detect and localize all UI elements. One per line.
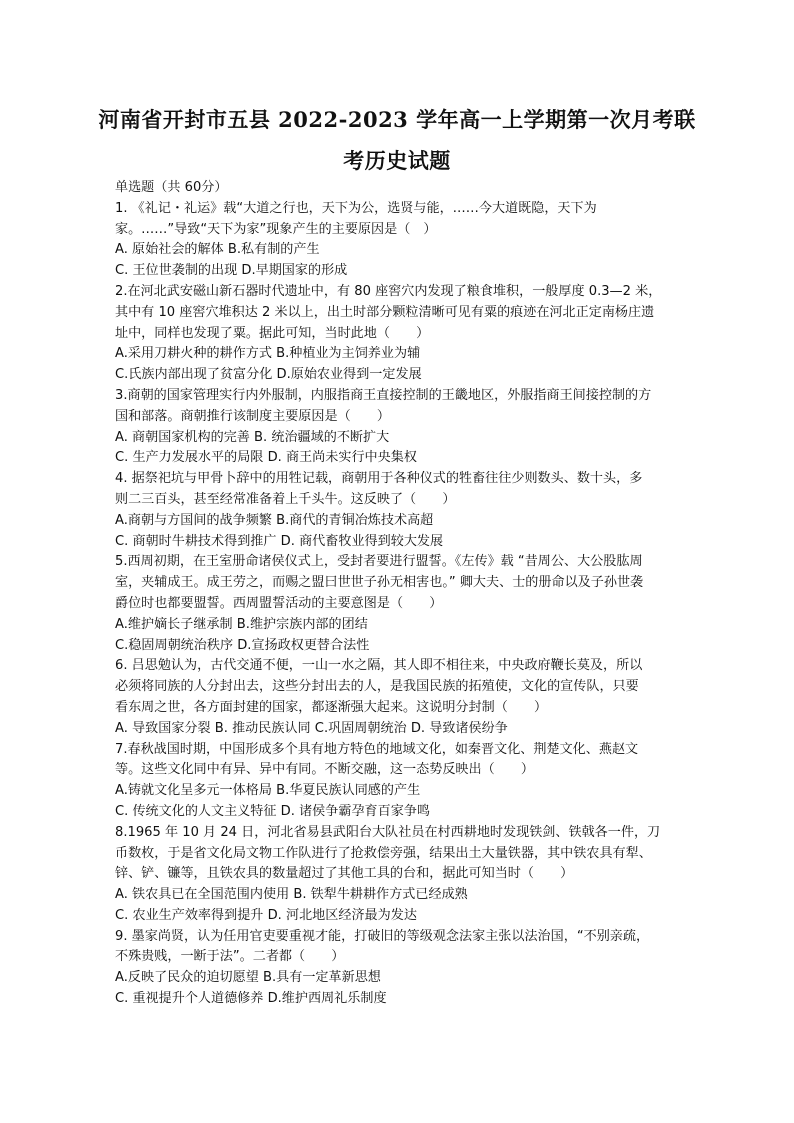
question-options-line: A. 原始社会的解体 B.私有制的产生 — [115, 242, 320, 258]
question-options-line: C.稳固周朝统治秩序 D.宣扬政权更替合法性 — [115, 637, 370, 653]
question-options-line: A. 铁农具已在全国范围内使用 B. 铁犁牛耕耕作方式已经成熟 — [115, 887, 468, 903]
question-stem-line: 不殊贵贱，一断于法”。二者都（ ） — [115, 949, 345, 965]
question-stem-line: 爵位时也都要盟誓。西周盟誓活动的主要意图是（ ） — [115, 595, 443, 611]
question-3 — [115, 386, 685, 469]
question-9 — [115, 927, 685, 1010]
section-heading: 单选题（共 60分） — [115, 180, 228, 195]
question-stem-line: 4. 据祭祀坑与甲骨卜辞中的用牲记载，商朝用于各种仪式的牲畜往往少则数头、数十头，多 — [115, 471, 643, 487]
question-4 — [115, 469, 685, 552]
exam-title-line-1: 河南省开封市五县 2022-2023 学年高一上学期第一次月考联 — [98, 107, 696, 132]
question-5 — [115, 552, 685, 656]
question-options-line: A.铸就文化呈多元一体格局 B.华夏民族认同感的产生 — [115, 783, 421, 799]
question-options-line: C. 农业生产效率得到提升 D. 河北地区经济最为发达 — [115, 907, 417, 923]
question-stem-line: 币数枚，于是省文化局文物工作队进行了抢救偿旁强，结果出土大量铁器，其中铁农具有犁、 — [115, 845, 652, 861]
question-stem-line: 3.商朝的国家管理实行内外服制，内服指商王直接控制的王畿地区，外服指商王间接控制的方 — [115, 387, 652, 403]
question-stem-line: 等。这些文化同中有异、异中有同。不断交融，这一态势反映出（ ） — [115, 762, 534, 778]
question-options-line: A.反映了民众的迫切愿望 B.具有一定革新思想 — [115, 970, 381, 986]
question-stem-line: 其中有 10 座窖穴堆积达 2 米以上，出土时部分颗粒清晰可见有粟的痕迹在河北正定南杨庄遗 — [115, 304, 655, 320]
question-options-line: A. 导致国家分裂 B. 推动民族认同 C.巩固周朝统治 D. 导致诸侯纷争 — [115, 720, 508, 736]
question-options-line: A.维护嫡长子继承制 B.维护宗族内部的团结 — [115, 616, 368, 632]
exam-body — [115, 178, 685, 1010]
question-stem-line: 室，夹辅成王。成王劳之，而赐之盟曰世世子孙无相害也。” 卿大夫、士的册命以及子孙世袭 — [115, 575, 644, 591]
question-stem-line: 1. 《礼记・礼运》载“大道之行也，天下为公，选贤与能，……今大道既隐，天下为 — [115, 200, 597, 216]
question-stem-line: 国和部落。商朝推行该制度主要原因是（ ） — [115, 408, 390, 424]
question-stem-line: 7.春秋战国时期，中国形成多个具有地方特色的地域文化，如秦晋文化、荆楚文化、燕赵文 — [115, 741, 639, 757]
question-stem-line: 8.1965 年 10 月 24 日，河北省易县武阳台大队社员在村西耕地时发现铁剑、铁戟各一件，刀 — [115, 824, 661, 840]
question-options-line: A.商朝与方国间的战争频繁 B.商代的青铜冶炼技术高超 — [115, 512, 434, 528]
question-1 — [115, 199, 685, 282]
question-stem-line: 家。……”导致“天下为家”现象产生的主要原因是（ ） — [115, 221, 437, 237]
question-options-line: C. 商朝时牛耕技术得到推广 D. 商代畜牧业得到较大发展 — [115, 533, 444, 549]
question-7 — [115, 740, 685, 823]
question-stem-line: 必须将同族的人分封出去，这些分封出去的人，是我国民族的拓殖使，文化的宣传队，只要 — [115, 679, 639, 695]
question-options-line: A. 商朝国家机构的完善 B. 统治疆域的不断扩大 — [115, 429, 390, 445]
question-stem-line: 则二三百头，甚至经常准备着上千头牛。这反映了（ ） — [115, 491, 456, 507]
question-2 — [115, 282, 685, 386]
question-stem-line: 6. 吕思勉认为，古代交通不便，一山一水之隔，其人即不相往来，中央政府鞭长莫及，所以 — [115, 658, 643, 674]
question-options-line: C. 传统文化的人文主义特征 D. 诸侯争霸孕育百家争鸣 — [115, 803, 431, 819]
question-6 — [115, 656, 685, 739]
question-options-line: C. 王位世袭制的出现 D.早期国家的形成 — [115, 263, 348, 279]
question-stem-line: 看东周之世，各方面封建的国家，都逐渐强大起来。这说明分封制（ ） — [115, 699, 548, 715]
question-8 — [115, 823, 685, 927]
question-stem-line: 9. 墨家尚贤，认为任用官吏要重视才能，打破旧的等级观念法家主张以法治国，“不别亲疏， — [115, 928, 650, 944]
question-stem-line: 2.在河北武安磁山新石器时代遗址中，有 80 座窖穴内发现了粮食堆积，一般厚度 0.3—2 米， — [115, 283, 662, 299]
question-stem-line: 址中，同样也发现了粟。据此可知，当时此地（ ） — [115, 325, 430, 341]
question-options-line: C. 重视提升个人道德修养 D.维护西周礼乐制度 — [115, 991, 387, 1007]
question-options-line: C.氏族内部出现了贫富分化 D.原始农业得到一定发展 — [115, 367, 422, 383]
question-stem-line: 5.西周初期，在王室册命诸侯仪式上，受封者要进行盟誓。《左传》载 “昔周公、大公股肱周 — [115, 554, 643, 570]
question-options-line: A.采用刀耕火种的耕作方式 B.种植业为主饲养业为辅 — [115, 346, 421, 362]
question-options-line: C. 生产力发展水平的局限 D. 商王尚未实行中央集权 — [115, 450, 417, 466]
exam-title-line-2: 考历史试题 — [343, 148, 451, 173]
question-stem-line: 锌、铲、镰等，且铁农具的数量超过了其他工具的台和，据此可知当时（ ） — [115, 866, 574, 882]
